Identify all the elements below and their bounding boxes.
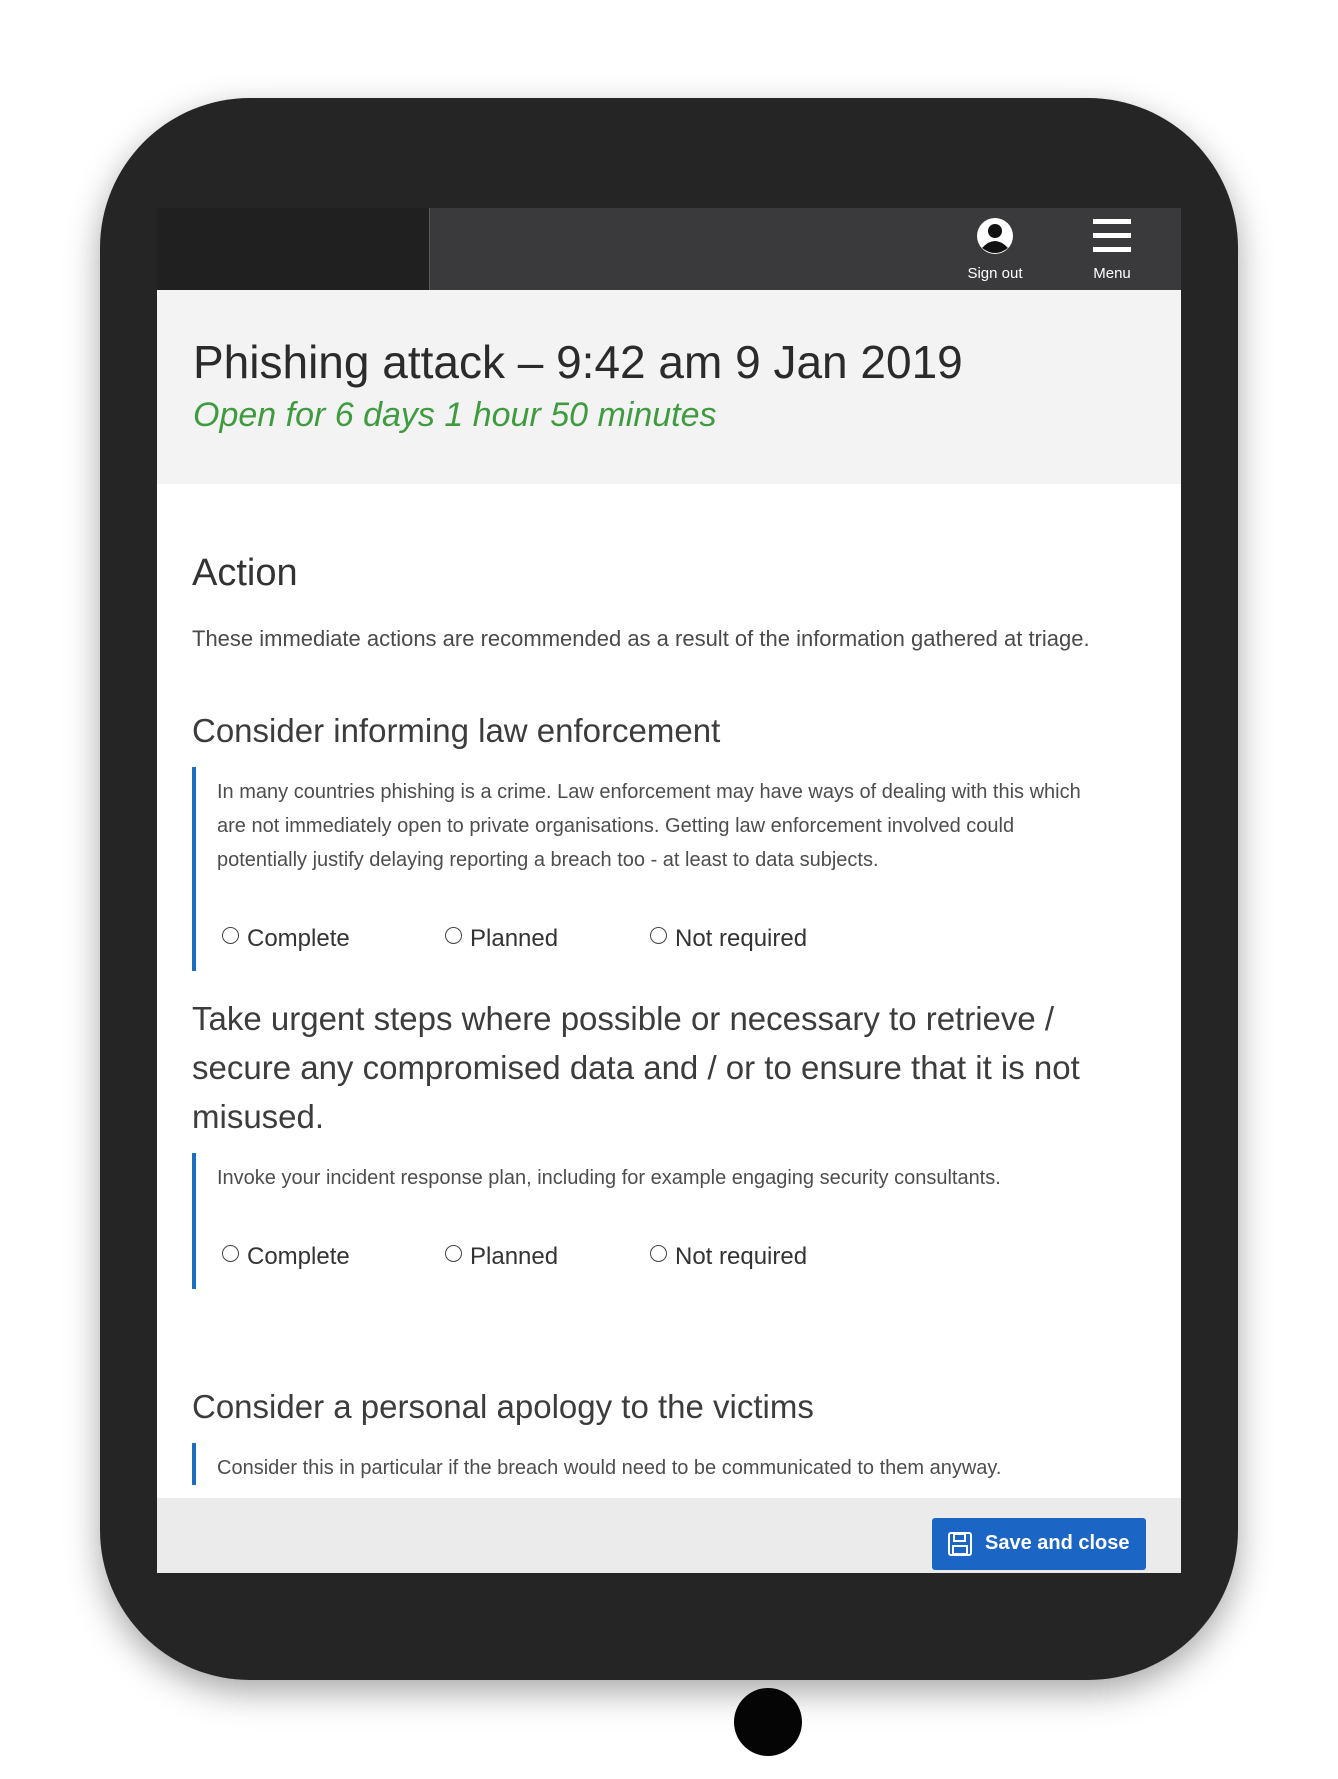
radio-circle-icon[interactable]: [650, 1245, 667, 1262]
sign-out-label: Sign out: [967, 265, 1023, 282]
menu-label: Menu: [1093, 265, 1131, 282]
sign-out-button[interactable]: [950, 216, 1040, 284]
save-button-label: Save and close: [985, 1532, 1130, 1554]
incident-open-duration: Open for 6 days 1 hour 50 minutes: [193, 396, 717, 434]
incident-title: Phishing attack – 9:42 am 9 Jan 2019: [193, 336, 963, 388]
radio-circle-icon[interactable]: [445, 1245, 462, 1262]
action-content: [157, 484, 1181, 1573]
radio-planned[interactable]: [445, 1243, 558, 1271]
app-screen: [157, 208, 1181, 1573]
top-navigation-bar: [157, 208, 1181, 290]
radio-complete[interactable]: [222, 925, 350, 953]
incident-header: [157, 290, 1181, 484]
action-item-title: Consider a personal apology to the victims: [192, 1388, 814, 1425]
status-radio-group: [217, 1233, 1132, 1289]
radio-not-required[interactable]: [650, 1243, 807, 1271]
action-item-description: Invoke your incident response plan, including for example engaging security consultants.: [217, 1167, 1001, 1189]
radio-label: Complete: [247, 925, 350, 952]
action-item-description: Consider this in particular if the breach would need to be communicated to them anyway.: [217, 1457, 1002, 1479]
radio-label: Complete: [247, 1243, 350, 1270]
action-item-retrieve-data: [192, 994, 1132, 1289]
home-button[interactable]: [734, 1688, 802, 1756]
section-title: Action: [192, 552, 298, 594]
radio-circle-icon[interactable]: [650, 927, 667, 944]
radio-circle-icon[interactable]: [445, 927, 462, 944]
radio-label: Planned: [470, 1243, 559, 1270]
radio-label: Not required: [675, 1243, 808, 1270]
action-item-body: [192, 1153, 1132, 1289]
action-item-body: [192, 767, 1132, 971]
action-item-apology: [192, 1382, 1132, 1485]
radio-label: Not required: [675, 925, 808, 952]
menu-button[interactable]: [1067, 216, 1157, 284]
radio-not-required[interactable]: [650, 925, 807, 953]
section-intro: These immediate actions are recommended as a result of the information gathered at triage.: [192, 626, 1090, 651]
action-item-body: [192, 1443, 1132, 1485]
action-item-law-enforcement: [192, 706, 1132, 971]
radio-complete[interactable]: [222, 1243, 350, 1271]
action-item-title: Consider informing law enforcement: [192, 712, 721, 749]
action-item-description: In many countries phishing is a crime. Law enforcement may have ways of dealing with this which are not immediately open to private organisations. Getting law enforcement involved could potentially justify delaying reporting a breach too - at least to data subjects.: [217, 781, 1081, 871]
user-avatar-icon: [975, 216, 1015, 256]
radio-label: Planned: [470, 925, 559, 952]
status-radio-group: [217, 915, 1132, 971]
action-item-title: Take urgent steps where possible or necessary to retrieve / secure any compromised data and / or to ensure that it is not misused.: [192, 1000, 1080, 1135]
radio-planned[interactable]: [445, 925, 558, 953]
floppy-disk-icon: [947, 1531, 973, 1557]
footer-bar: [157, 1498, 1181, 1573]
save-and-close-button[interactable]: [932, 1518, 1146, 1570]
radio-circle-icon[interactable]: [222, 1245, 239, 1262]
radio-circle-icon[interactable]: [222, 927, 239, 944]
hamburger-menu-icon: [1092, 216, 1132, 256]
brand-area: [157, 208, 430, 290]
